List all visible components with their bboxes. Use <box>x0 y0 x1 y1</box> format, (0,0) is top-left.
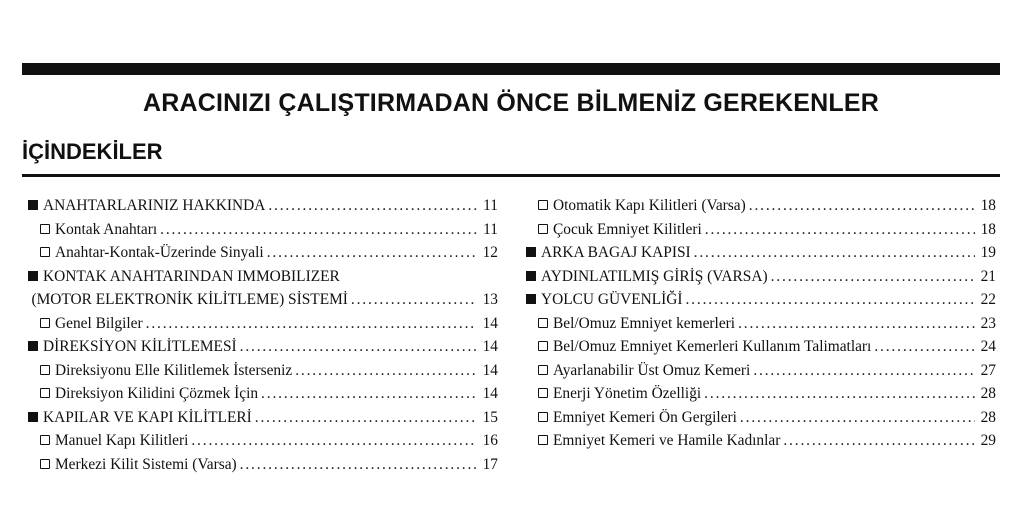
toc-page-number: 14 <box>482 361 498 379</box>
dot-leader <box>749 194 975 218</box>
hollow-square-bullet-icon <box>538 388 548 398</box>
hollow-square-bullet-icon <box>538 341 548 351</box>
filled-square-bullet-icon <box>526 294 536 304</box>
toc-entry-direksiyonu-elle-kilitlemek-isterseniz[interactable] <box>28 359 498 383</box>
hollow-square-bullet-icon <box>40 247 50 257</box>
dot-leader <box>267 241 477 265</box>
toc-entry-kontak-anahtari[interactable] <box>28 218 498 242</box>
toc-entry-ayarlanabilir-ust-omuz-kemeri[interactable] <box>526 359 996 383</box>
toc-page-number: 19 <box>980 244 996 261</box>
hollow-square-bullet-icon <box>40 459 50 469</box>
hollow-square-bullet-icon <box>538 412 548 422</box>
toc-entry-label: Anahtar-Kontak-Üzerinde Sinyali <box>55 244 264 261</box>
toc-entry-label: KAPILAR VE KAPI KİLİTLERİ <box>43 408 252 426</box>
toc-entry-label: Ayarlanabilir Üst Omuz Kemeri <box>553 361 751 379</box>
dot-leader <box>874 335 975 359</box>
toc-entry-anahtarlariniz-hakkinda[interactable] <box>28 194 498 218</box>
hollow-square-bullet-icon <box>538 365 548 375</box>
toc-entry-label: Emniyet Kemeri Ön Gergileri <box>553 408 737 426</box>
dot-leader <box>705 218 975 242</box>
hollow-square-bullet-icon <box>40 365 50 375</box>
dot-leader <box>783 429 975 453</box>
hollow-square-bullet-icon <box>538 200 548 210</box>
toc-entry-label: DİREKSİYON KİLİTLEMESİ <box>43 338 237 355</box>
toc-page-number: 11 <box>483 197 498 214</box>
toc-entry-label: Direksiyon Kilidini Çözmek İçin <box>55 385 259 402</box>
toc-right-column <box>526 194 996 453</box>
toc-page-number: 28 <box>980 385 996 402</box>
toc-entry-emniyet-kemeri-ve-hamile-kadinlar[interactable] <box>526 429 996 453</box>
toc-entry-aydinlatilmis-giris-varsa[interactable] <box>526 265 996 289</box>
toc-entry-label: Enerji Yönetim Özelliği <box>553 385 702 402</box>
toc-entry-label: Emniyet Kemeri ve Hamile Kadınlar <box>553 432 781 449</box>
toc-entry-manuel-kapi-kilitleri[interactable] <box>28 429 498 453</box>
hollow-square-bullet-icon <box>40 388 50 398</box>
toc-entry-arka-bagaj-kapisi[interactable] <box>526 241 996 265</box>
toc-entry-label: Merkezi Kilit Sistemi (Varsa) <box>55 455 237 473</box>
filled-square-bullet-icon <box>28 200 38 210</box>
toc-entry-motor-elektronik-kilitleme-sistemi[interactable] <box>28 288 498 312</box>
toc-entry-kapilar-ve-kapi-kilitleri[interactable] <box>28 406 498 430</box>
dot-leader <box>268 194 477 218</box>
toc-page-number: 23 <box>980 314 996 332</box>
dot-leader <box>255 406 477 430</box>
hollow-square-bullet-icon <box>538 224 548 234</box>
toc-entry-label: (MOTOR ELEKTRONİK KİLİTLEME) SİSTEMİ <box>31 291 348 308</box>
dot-leader <box>704 382 975 406</box>
toc-entry-label: Bel/Omuz Emniyet Kemerleri Kullanım Talimatları <box>553 338 872 355</box>
toc-entry-label: Otomatik Kapı Kilitleri (Varsa) <box>553 197 746 214</box>
toc-entry-label: YOLCU GÜVENLİĞİ <box>541 291 683 308</box>
toc-entry-label: Direksiyonu Elle Kilitlemek İsterseniz <box>55 361 293 379</box>
toc-entry-direksiyon-kilidini-cozmek-icin[interactable] <box>28 382 498 406</box>
toc-page-number: 27 <box>980 361 996 379</box>
dot-leader <box>191 429 477 453</box>
toc-entry-anahtar-kontak-uzerinde-sinyali[interactable] <box>28 241 498 265</box>
filled-square-bullet-icon <box>28 271 38 281</box>
filled-square-bullet-icon <box>28 341 38 351</box>
chapter-title: ARACINIZI ÇALIŞTIRMADAN ÖNCE BİLMENİZ GEREKENLER <box>143 89 879 117</box>
toc-page-number: 13 <box>482 291 498 308</box>
dot-leader <box>738 312 975 336</box>
toc-entry-label: Çocuk Emniyet Kilitleri <box>553 220 702 238</box>
dot-leader <box>240 453 477 477</box>
dot-leader <box>753 359 975 383</box>
toc-page-number: 16 <box>482 432 498 449</box>
toc-entry-label: ARKA BAGAJ KAPISI <box>541 244 691 261</box>
toc-entry-kontak-anahtarindan-immobilizer[interactable] <box>28 265 498 289</box>
toc-entry-bel-omuz-emniyet-kemerleri[interactable] <box>526 312 996 336</box>
toc-entry-label: Kontak Anahtarı <box>55 220 158 238</box>
toc-page-number: 18 <box>980 220 996 238</box>
toc-entry-label: AYDINLATILMIŞ GİRİŞ (VARSA) <box>541 267 768 285</box>
toc-entry-yolcu-guvenligi[interactable] <box>526 288 996 312</box>
hollow-square-bullet-icon <box>40 224 50 234</box>
toc-page-number: 14 <box>482 338 498 355</box>
toc-entry-emniyet-kemeri-on-gergileri[interactable] <box>526 406 996 430</box>
hollow-square-bullet-icon <box>40 435 50 445</box>
hollow-square-bullet-icon <box>40 318 50 328</box>
toc-page-number: 11 <box>483 220 498 238</box>
toc-page-number: 12 <box>482 244 498 261</box>
top-rule <box>22 63 1000 75</box>
toc-entry-bel-omuz-emniyet-kemerleri-kullanim-talimatlari[interactable] <box>526 335 996 359</box>
dot-leader <box>295 359 477 383</box>
hollow-square-bullet-icon <box>538 435 548 445</box>
dot-leader <box>240 335 477 359</box>
toc-page-number: 15 <box>482 408 498 426</box>
hollow-square-bullet-icon <box>538 318 548 328</box>
toc-entry-label: Bel/Omuz Emniyet kemerleri <box>553 314 736 332</box>
toc-page-number: 22 <box>980 291 996 308</box>
toc-page-number: 28 <box>980 408 996 426</box>
toc-page-number: 14 <box>482 314 498 332</box>
toc-entry-label: Manuel Kapı Kilitleri <box>55 432 189 449</box>
dot-leader <box>261 382 477 406</box>
toc-page-number: 21 <box>980 267 996 285</box>
filled-square-bullet-icon <box>526 271 536 281</box>
filled-square-bullet-icon <box>28 412 38 422</box>
dot-leader <box>685 288 975 312</box>
toc-entry-label: Genel Bilgiler <box>55 314 143 332</box>
filled-square-bullet-icon <box>526 247 536 257</box>
dot-leader <box>694 241 975 265</box>
toc-page-number: 18 <box>980 197 996 214</box>
toc-entry-cocuk-emniyet-kilitleri[interactable] <box>526 218 996 242</box>
dot-leader <box>740 406 975 430</box>
toc-entry-otomatik-kapi-kilitleri-varsa[interactable] <box>526 194 996 218</box>
toc-entry-direksiyon-kilitlemesi[interactable] <box>28 335 498 359</box>
toc-entry-label: ANAHTARLARINIZ HAKKINDA <box>43 197 266 214</box>
toc-entry-genel-bilgiler[interactable] <box>28 312 498 336</box>
toc-entry-merkezi-kilit-sistemi-varsa[interactable] <box>28 453 498 477</box>
toc-left-column <box>28 194 498 476</box>
contents-heading: İÇİNDEKİLER <box>22 139 163 164</box>
dot-leader <box>771 265 975 289</box>
toc-page-number: 24 <box>980 338 996 355</box>
toc-entry-enerji-yonetim-ozelligi[interactable] <box>526 382 996 406</box>
dot-leader <box>351 288 477 312</box>
dot-leader <box>146 312 477 336</box>
toc-page-number: 29 <box>980 432 996 449</box>
heading-rule <box>22 174 1000 177</box>
toc-page-number: 17 <box>482 455 498 473</box>
dot-leader <box>160 218 477 242</box>
toc-page-number: 14 <box>482 385 498 402</box>
toc-entry-label: KONTAK ANAHTARINDAN IMMOBILIZER <box>43 267 340 285</box>
